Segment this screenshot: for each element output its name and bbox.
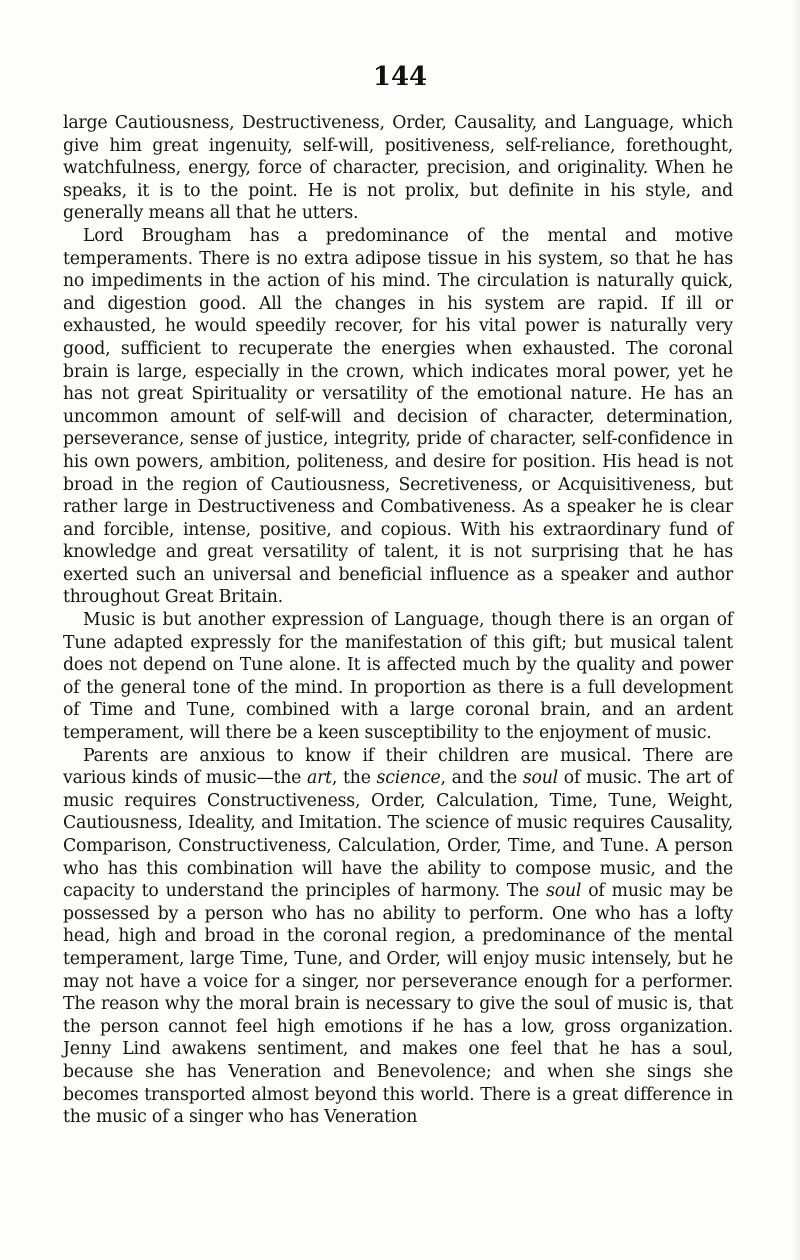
text-segment: , the — [331, 768, 377, 789]
paragraph-3 — [63, 609, 733, 745]
italic-term: art — [306, 768, 332, 789]
page-number: 144 — [372, 62, 428, 92]
text-segment: of music. The art of music requires Constructiveness, Order, Calculation, Time, Tune, Weight, Cautiousness, Ideality, and Imitation. The science of music requires Causality, Comparison, Constructiveness, Calculation, Order, Time, and Tune. A person who has this combination will have the ability to compose music, and the capacity to understand the principles of harmony. The — [63, 768, 733, 902]
italic-term: soul — [546, 881, 582, 902]
italic-term: science — [376, 768, 441, 789]
text-segment: , and the — [440, 768, 523, 789]
paragraph-1 — [63, 112, 733, 225]
page-edge-shadow — [792, 0, 800, 1260]
text-segment: Music is but another expression of Language, though there is an organ of Tune adapted expressly for the manifestation of this gift; but musical talent does not depend on Tune alone. It is affected much by the quality and power of the general tone of the mind. In proportion as there is a full development of Time and Tune, combined with a large coronal brain, and an ardent temperament, will there be a keen susceptibility to the enjoyment of music. — [63, 610, 733, 744]
text-segment: Parents are anxious to know if their children are musical. There are various kinds of music—the — [63, 745, 733, 789]
paragraph-4 — [63, 745, 733, 1129]
body-text — [63, 112, 733, 1129]
text-segment: of music may be possessed by a person who has no ability to perform. One who has a lofty head, high and broad in the coronal region, a predominance of the mental temperament, large Time, Tune, and Order, will enjoy music intensely, but he may not have a voice for a singer, nor perseverance enough for a performer. The reason why the moral brain is necessary to give the soul of music is, that the person cannot feel high emotions if he has a low, gross organization. Jenny Lind awakens sentiment, and makes one feel that he has a soul, because she has Veneration and Benevolence; and when she sings she becomes transported almost beyond this world. There is a great difference in the music of a singer who has Veneration — [63, 881, 734, 1128]
italic-term: soul — [522, 768, 558, 789]
text-segment: Lord Brougham has a predominance of the mental and motive temperaments. There is no extra adipose tissue in his system, so that he has no impediments in the action of his mind. The circulation is naturally quick, and digestion good. All the changes in his system are rapid. If ill or exhausted, he would speedily recover, for his vital power is naturally very good, sufficient to recuperate the energies when exhausted. The coronal brain is large, especially in the crown, which indicates moral power, yet he has not great Spirituality or versatility of the emotional nature. He has an uncommon amount of self-will and decision of character, determination, perseverance, sense of justice, integrity, pride of character, self-confidence in his own powers, ambition, politeness, and desire for position. His head is not broad in the region of Cautiousness, Secretiveness, or Acquisitiveness, but rather large in Destructiveness and Combativeness. As a speaker he is clear and forcible, intense, positive, and copious. With his extraordinary fund of knowledge and great versatility of talent, it is not surprising that he has exerted such an universal and beneficial influence as a speaker and author throughout Great Britain. — [63, 225, 733, 608]
paragraph-2 — [63, 225, 733, 609]
text-segment: large Cautiousness, Destructiveness, Order, Causality, and Language, which give him great ingenuity, self-will, positiveness, self-reliance, forethought, watchfulness, energy, force of character, precision, and originality. When he speaks, it is to the point. He is not prolix, but definite in his style, and generally means all that he utters. — [63, 113, 733, 224]
